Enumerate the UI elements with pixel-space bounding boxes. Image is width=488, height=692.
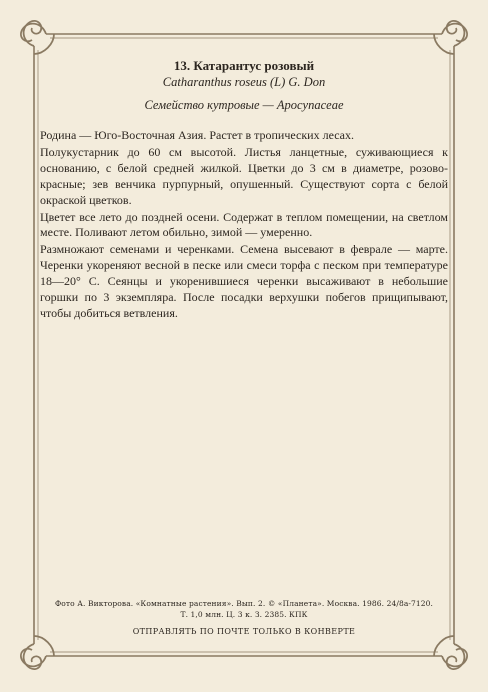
paragraph-propagation: Размножают семенами и черенками. Семена высевают в феврале — марте. Черенки укореняют весной в песке или смеси торфа с песком при температуре 18—20° С. Сеянцы и укоренившиеся черенки высаживают в небольшие горшки по 3 экземпляра. После посадки верхушки побегов прищипывают, чтобы добиться ветвления.	[40, 242, 448, 320]
credit-line-1: Фото А. Викторова. «Комнатные растения». Вып. 2. © «Планета». Москва. 1986. 24/8а-7120.	[54, 599, 434, 608]
publication-credit	[40, 598, 448, 620]
page-title: 13. Катарантус розовый	[173, 58, 315, 73]
paragraph-origin: Родина — Юго-Восточная Азия. Растет в тропических лесах.	[40, 128, 355, 142]
card-content	[40, 58, 448, 323]
latin-name: Catharanthus roseus (L) G. Don	[162, 75, 326, 89]
paragraph-care: Цветет все лето до поздней осени. Содержат в теплом помещении, на светлом месте. Поливают летом обильно, зимой — умеренно.	[40, 209, 448, 240]
plant-family: Семейство кутровые — Apocynaceae	[144, 98, 344, 112]
mail-note: ОТПРАВЛЯТЬ ПО ПОЧТЕ ТОЛЬКО В КОНВЕРТЕ	[132, 627, 356, 636]
paragraph-description: Полукустарник до 60 см высотой. Листья ланцетные, суживающиеся к основанию, с белой средней жилкой. Цветки до 3 см в диаметре, розово-красные; зев венчика пурпурный, опушенный. Существуют сорта с белой окраской цветков.	[40, 144, 448, 207]
credit-line-2: Т. 1,0 млн. Ц. 3 к. З. 2385. КПК	[180, 610, 308, 619]
description-body	[40, 128, 448, 322]
